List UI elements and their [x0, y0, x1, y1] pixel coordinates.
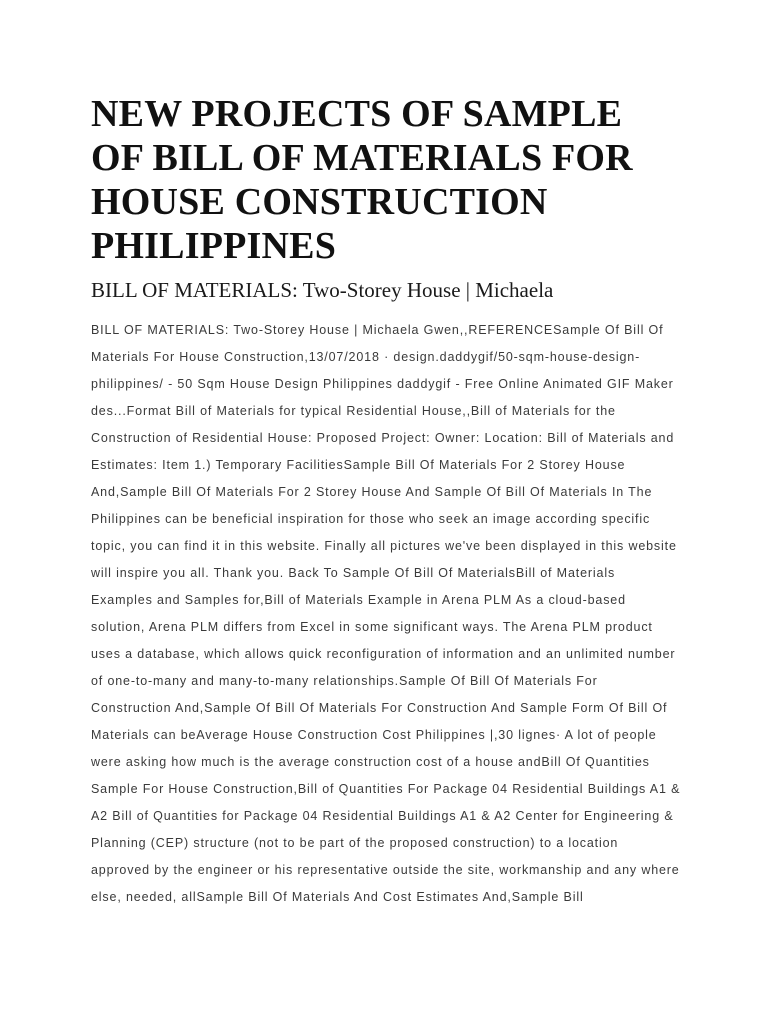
page-subtitle: BILL OF MATERIALS: Two-Storey House | Michaela: [91, 278, 554, 302]
body-paragraph: BILL OF MATERIALS: Two-Storey House | Michaela Gwen,,REFERENCESample Of Bill Of Materials For House Construction,13/07/2018 · design.daddygif/50-sqm-house-design-philippines/ - 50 Sqm House Design Philippines daddygif - Free Online Animated GIF Maker des...Format Bill of Materials for typical Residential House,,Bill of Materials for the Construction of Residential House: Proposed Project: Owner: Location: Bill of Materials and Estimates: Item 1.) Temporary FacilitiesSample Bill Of Materials For 2 Storey House And,Sample Bill Of Materials For 2 Storey House And Sample Of Bill Of Materials In The Philippines can be beneficial inspiration for those who seek an image according specific topic, you can find it in this website. Finally all pictures we've been displayed in this website will inspire you all. Thank you. Back To Sample Of Bill Of MaterialsBill of Materials Examples and Samples for,Bill of Materials Example in Arena PLM As a cloud-based solution, Arena PLM differs from Excel in some significant ways. The Arena PLM product uses a database, which allows quick reconfiguration of information and an unlimited number of one-to-many and many-to-many relationships.Sample Of Bill Of Materials For Construction And,Sample Of Bill Of Materials For Construction And Sample Form Of Bill Of Materials can beAverage House Construction Cost Philippines |,30 lignes· A lot of people were asking how much is the average construction cost of a house andBill Of Quantities Sample For House Construction,Bill of Quantities For Package 04 Residential Buildings A1 & A2 Bill of Quantities for Package 04 Residential Buildings A1 & A2 Center for Engineering & Planning (CEP) structure (not to be part of the proposed construction) to a location approved by the engineer or his representative outside the site, workmanship and any where else, needed, allSample Bill Of Materials And Cost Estimates And,Sample Bill: [91, 323, 681, 904]
page-title: NEW PROJECTS OF SAMPLE OF BILL OF MATERIALS FOR HOUSE CONSTRUCTION PHILIPPINES: [91, 93, 633, 267]
document-page: [91, 92, 683, 911]
